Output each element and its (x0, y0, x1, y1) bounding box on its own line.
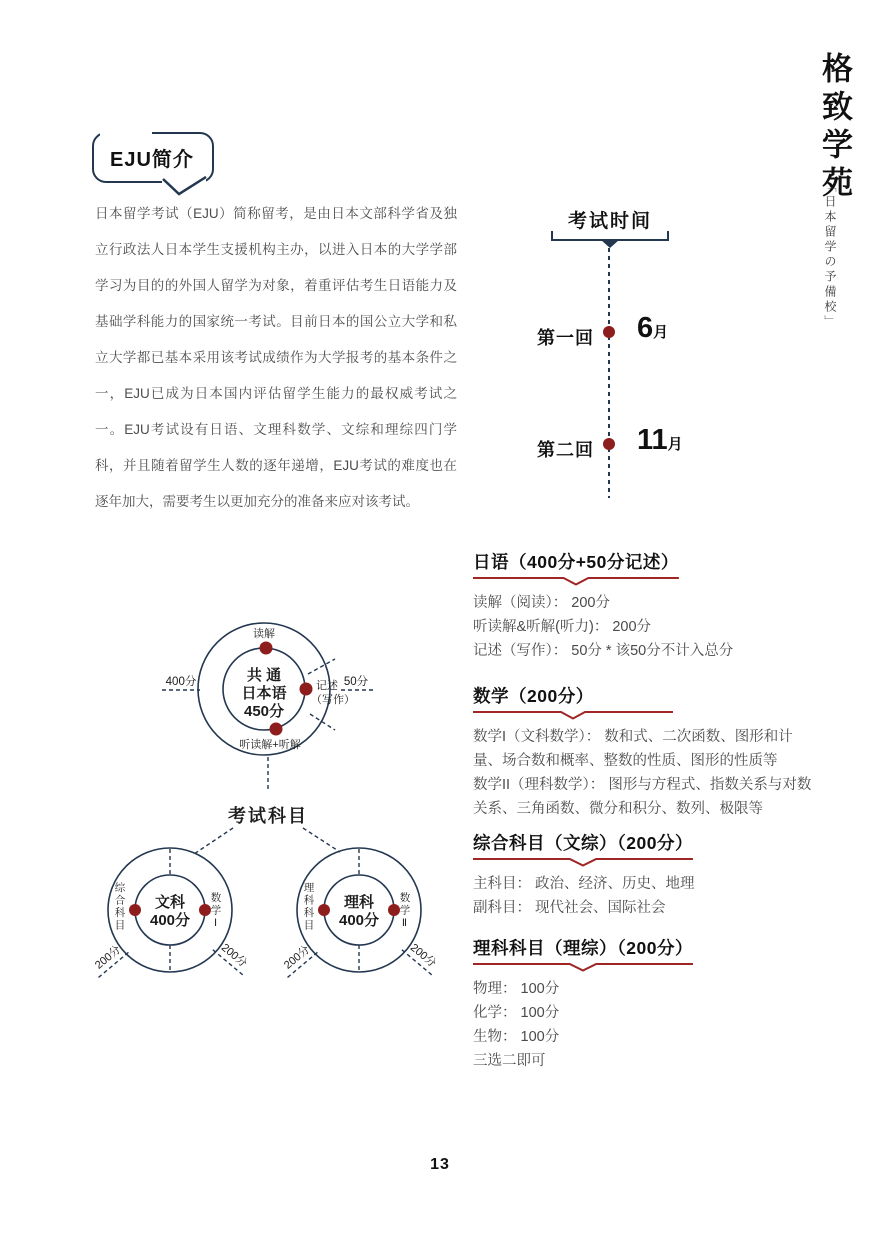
section-header (473, 683, 673, 720)
section-line: 读解（阅读）： 200分 (473, 595, 610, 611)
page-number: 13 (430, 1156, 450, 1173)
section-body (473, 725, 813, 821)
dot-icon (270, 723, 283, 736)
dashed-wedge-line (308, 659, 335, 674)
timeline-bracket-icon (551, 229, 669, 251)
japanese-center-line1: 共 通 (246, 667, 282, 684)
science-score-left-group (277, 939, 319, 978)
section-line: 听读解&听解(听力)： 200分 (473, 619, 652, 635)
section-header (473, 549, 679, 586)
section-title: 综合科目（文综）（200分） (473, 833, 693, 853)
japanese-center-line2: 日本语 (241, 685, 287, 702)
japanese-left-score: 400分 (165, 676, 197, 688)
japanese-writing-label1: 记述 (316, 680, 338, 692)
section-header (473, 935, 693, 972)
liberal-score-left-group (88, 939, 130, 978)
section-line: 主科目： 政治、经济、历史、地理 (473, 876, 695, 892)
month-number: 11 (637, 424, 668, 456)
section-underline-icon (473, 962, 693, 972)
liberal-score-right-group (213, 937, 255, 976)
science-center-line2: 400分 (338, 912, 380, 929)
section-science-subjects (473, 935, 813, 1073)
liberal-right-vertical-label: 数学Ⅰ (209, 892, 222, 931)
month-unit: 月 (667, 436, 683, 453)
dashed-connector (303, 828, 340, 852)
section-line: 三选二即可 (473, 1053, 546, 1069)
section-line: 数学II（理科数学）： 图形与方程式、指数关系与对数关系、三角函数、微分和积分、数列、极限等 (473, 777, 812, 817)
eju-intro-badge-label: EJU简介 (110, 149, 194, 171)
section-comprehensive (473, 830, 813, 920)
liberal-left-vertical-label: 综合科目 (113, 882, 126, 932)
japanese-reading-label: 读解 (253, 628, 275, 640)
liberal-center-line1: 文科 (154, 894, 186, 911)
section-line: 生物： 100分 (473, 1029, 560, 1045)
section-underline-icon (473, 710, 673, 720)
japanese-right-score: 50分 (343, 676, 369, 688)
section-title: 理科科目（理综）（200分） (473, 938, 693, 958)
dot-icon (260, 642, 273, 655)
section-underline-icon (473, 576, 679, 586)
section-line: 记述（写作）： 50分 * 该50分不计入总分 (473, 643, 734, 659)
speech-tail-icon (162, 176, 208, 196)
eju-intro-paragraph: 日本留学考试（EJU）简称留考，是由日本文部科学省及独立行政法人日本学生支援机构主办，以进入日本的大学学部学习为目的的外国人留学为对象，着重评估考生日语能力及基础学科能力的国家统一考试。目前日本的国公立大学和私立大学都已基本采用该考试成绩作为大学报考的基本条件之一，EJU已成为日本国内评估留学生能力的最权威考试之一。EJU考试设有日语、文理科数学、文综和理综四门学科，并且随着留学生人数的逐年递增，EJU考试的难度也在逐年加大，需要考生以更加充分的准备来应对该考试。 (95, 206, 457, 509)
science-score-right-group (402, 937, 444, 976)
exam-subjects-diagram (80, 600, 480, 1020)
dot-icon (318, 904, 330, 916)
timeline-event-label: 第二回 (537, 440, 594, 460)
science-center-line1: 理科 (343, 894, 375, 911)
liberal-center-line2: 400分 (149, 912, 191, 929)
timeline-title: 考试时间 (567, 211, 652, 232)
section-line: 副科目： 现代社会、国际社会 (473, 900, 666, 916)
section-line: 物理： 100分 (473, 981, 560, 997)
section-title: 日语（400分+50分记述） (473, 552, 679, 572)
timeline-event-month (637, 312, 668, 345)
diagram-title: 考试科目 (228, 806, 308, 826)
science-left-vertical-label: 理科科目 (302, 882, 315, 932)
science-score-right: 200分 (407, 941, 439, 970)
bubble-border-gap (100, 130, 152, 137)
timeline-dashed-line (608, 248, 610, 498)
science-score-left: 200分 (281, 943, 313, 972)
japanese-writing-label2: （写作） (311, 694, 355, 706)
timeline-event-label: 第一回 (537, 328, 594, 348)
month-number: 6 (637, 312, 654, 344)
section-japanese (473, 549, 813, 663)
japanese-listening-label: 听读解+听解 (239, 739, 301, 751)
liberal-score-left: 200分 (92, 943, 124, 972)
diagram-canvas (80, 600, 480, 1020)
brand-name: 格致学苑 (817, 52, 852, 204)
science-right-vertical-label: 数学Ⅱ (398, 892, 411, 931)
timeline-event-month (637, 424, 683, 457)
section-title: 数学（200分） (473, 686, 594, 706)
section-body (473, 977, 813, 1073)
brand-tagline: 「日本留学の予備校」 (823, 180, 837, 330)
timeline-dot-icon (603, 326, 615, 338)
section-body (473, 872, 813, 920)
section-math (473, 683, 813, 821)
section-line: 化学： 100分 (473, 1005, 560, 1021)
timeline-dot-icon (603, 438, 615, 450)
month-unit: 月 (653, 324, 669, 341)
eju-intro-badge (92, 132, 214, 183)
section-body (473, 591, 813, 663)
dashed-connector (194, 828, 233, 854)
section-header (473, 830, 693, 867)
section-line: 数学I（文科数学）： 数和式、二次函数、图形和计量、场合数和概率、整数的性质、图形的性质等 (473, 729, 793, 769)
liberal-score-right: 200分 (218, 941, 250, 970)
section-underline-icon (473, 857, 693, 867)
dashed-wedge-line (310, 714, 335, 730)
japanese-center-line3: 450分 (243, 703, 285, 720)
dot-icon (129, 904, 141, 916)
